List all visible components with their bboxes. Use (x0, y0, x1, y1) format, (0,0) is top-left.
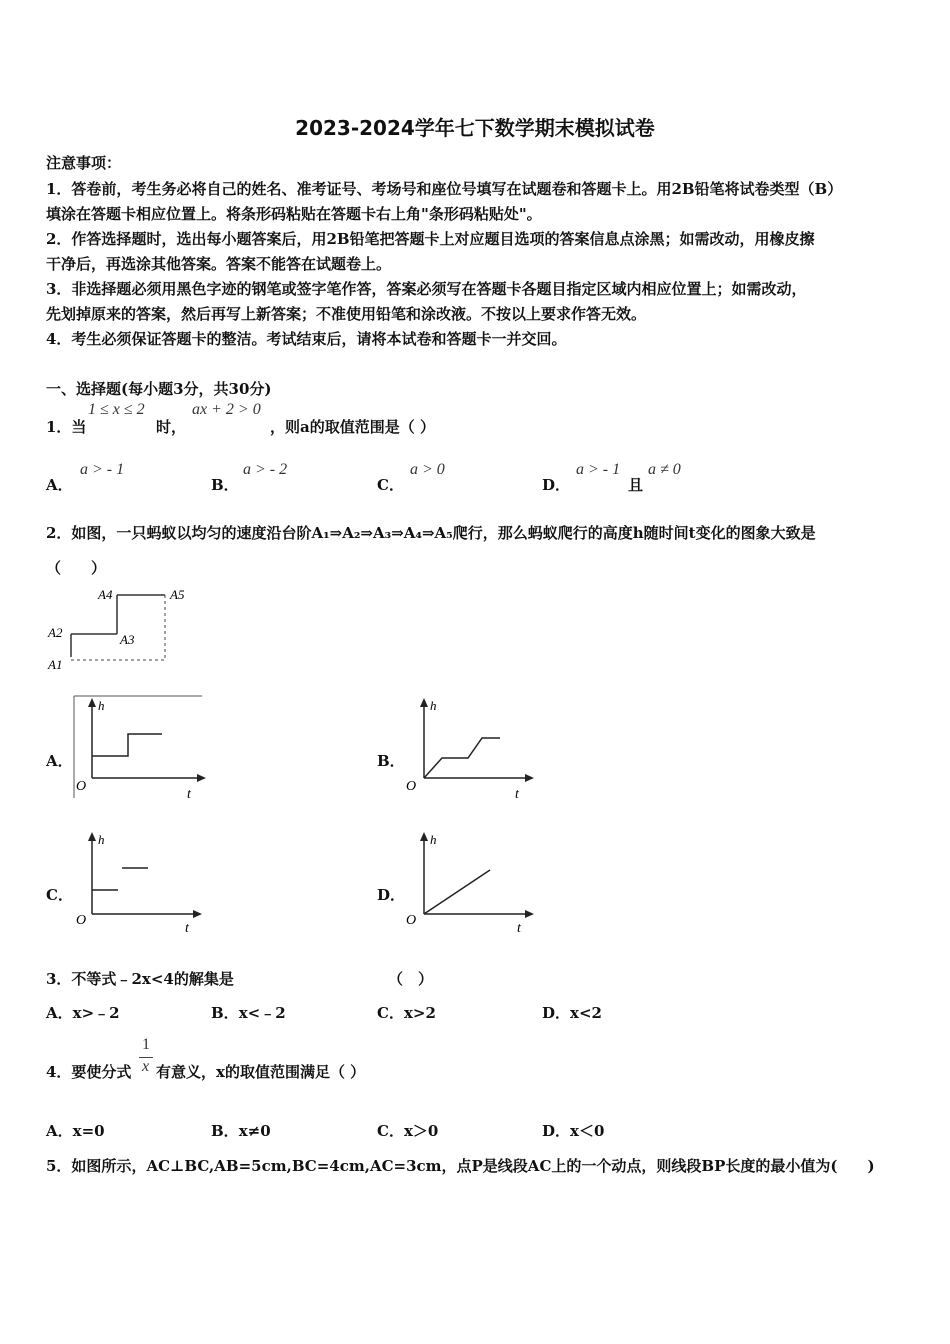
axis-label-t: t (185, 921, 189, 936)
notice-line: 干净后，再选涂其他答案。答案不能答在试题卷上。 (46, 255, 392, 273)
q1-option-c-expr: a > 0 (410, 461, 445, 478)
q4-suffix: 有意义，x的取值范围满足（ ） (156, 1063, 366, 1081)
q1-condition-1: 1 ≤ x ≤ 2 (88, 401, 145, 418)
q4-option-c[interactable]: C．x＞0 (377, 1122, 439, 1140)
q2-option-a-graph (70, 692, 210, 804)
q1-option-b-expr: a > - 2 (243, 461, 288, 478)
axis-origin: O (76, 779, 87, 794)
notice-heading: 注意事项： (46, 154, 122, 172)
q1-option-a-label[interactable]: A． (46, 476, 73, 494)
axis-label-t: t (515, 787, 519, 802)
axis-origin: O (406, 779, 417, 794)
notice-line: 1．答卷前，考生务必将自己的姓名、准考证号、考场号和座位号填写在试题卷和答题卡上。用2B铅笔将试卷类型（B） (46, 180, 843, 198)
notice-line: 3．非选择题必须用黑色字迹的钢笔或签字笔作答，答案必须写在答题卡各题目指定区域内相应位置上；如需改动， (46, 280, 807, 298)
q4-fraction-numerator: 1 (142, 1036, 150, 1053)
q4-prefix: 4．要使分式 (46, 1063, 132, 1081)
axis-origin: O (406, 913, 417, 928)
figure-label-a2: A2 (48, 625, 63, 640)
q1-prefix: 1．当 (46, 418, 87, 436)
notice-line: 4．考生必须保证答题卡的整洁。考试结束后，请将本试卷和答题卡一并交回。 (46, 330, 567, 348)
q2-option-b-label[interactable]: B． (377, 752, 405, 770)
q2-answer-paren: （ ） (46, 559, 107, 577)
q1-mid: 时， (156, 418, 187, 436)
q2-option-c-label[interactable]: C． (46, 886, 73, 904)
q3-answer-paren: （ ） (388, 970, 434, 988)
q4-option-b[interactable]: B．x≠0 (211, 1122, 271, 1140)
q1-option-d-join: 且 (628, 476, 644, 494)
q3-text: 3．不等式﹣2x<4的解集是 (46, 970, 234, 988)
q2-option-d-graph (402, 826, 542, 938)
q4-option-d[interactable]: D．x＜0 (542, 1122, 605, 1140)
axis-label-t: t (517, 921, 521, 936)
section-heading: 一、选择题(每小题3分，共30分) (46, 380, 272, 398)
axis-label-h: h (98, 832, 105, 847)
q2-text: 2．如图，一只蚂蚁以均匀的速度沿台阶A₁⇒A₂⇒A₃⇒A₄⇒A₅爬行，那么蚂蚁爬行的高度h随时间t变化的图象大致是 (46, 524, 816, 542)
axis-label-h: h (430, 832, 437, 847)
q1-option-b-label[interactable]: B． (211, 476, 239, 494)
figure-label-a4: A4 (98, 587, 113, 602)
q1-option-a-expr: a > - 1 (80, 461, 125, 478)
page-title: 2023-2024学年七下数学期末模拟试卷 (295, 116, 655, 140)
q1-option-d-expr2: a ≠ 0 (648, 461, 681, 478)
q1-suffix: ，则a的取值范围是（ ） (270, 418, 435, 436)
q2-option-a-label[interactable]: A． (46, 752, 73, 770)
q5-text: 5．如图所示，AC⊥BC,AB=5cm,BC=4cm,AC=3cm，点P是线段AC上的一个动点，则线段BP长度的最小值为( ) (46, 1157, 875, 1175)
notice-line: 填涂在答题卡相应位置上。将条形码粘贴在答题卡右上角"条形码粘贴处"。 (46, 205, 542, 223)
q4-option-a[interactable]: A．x=0 (46, 1122, 105, 1140)
axis-origin: O (76, 913, 87, 928)
figure-label-a5: A5 (170, 587, 185, 602)
q1-option-d-expr1: a > - 1 (576, 461, 621, 478)
notice-line: 2．作答选择题时，选出每小题答案后，用2B铅笔把答题卡上对应题目选项的答案信息点涂黑；如需改动，用橡皮擦 (46, 230, 815, 248)
q1-option-c-label[interactable]: C． (377, 476, 404, 494)
q2-option-c-graph (70, 826, 210, 938)
q3-option-c[interactable]: C．x>2 (377, 1004, 436, 1022)
q3-option-a[interactable]: A．x>﹣2 (46, 1004, 120, 1022)
axis-label-h: h (430, 698, 437, 713)
q4-fraction-denominator: x (142, 1058, 150, 1075)
axis-label-t: t (187, 787, 191, 802)
q1-condition-2: ax + 2 > 0 (192, 401, 261, 418)
notice-line: 先划掉原来的答案，然后再写上新答案；不准使用铅笔和涂改液。不按以上要求作答无效。 (46, 305, 647, 323)
q3-option-b[interactable]: B．x<﹣2 (211, 1004, 286, 1022)
q2-option-b-graph (402, 692, 542, 804)
figure-label-a1: A1 (48, 657, 63, 672)
q3-option-d[interactable]: D．x<2 (542, 1004, 602, 1022)
figure-label-a3: A3 (120, 632, 135, 647)
staircase-figure (40, 582, 210, 682)
q1-option-d-label[interactable]: D． (542, 476, 571, 494)
axis-label-h: h (98, 698, 105, 713)
q2-option-d-label[interactable]: D． (377, 886, 406, 904)
